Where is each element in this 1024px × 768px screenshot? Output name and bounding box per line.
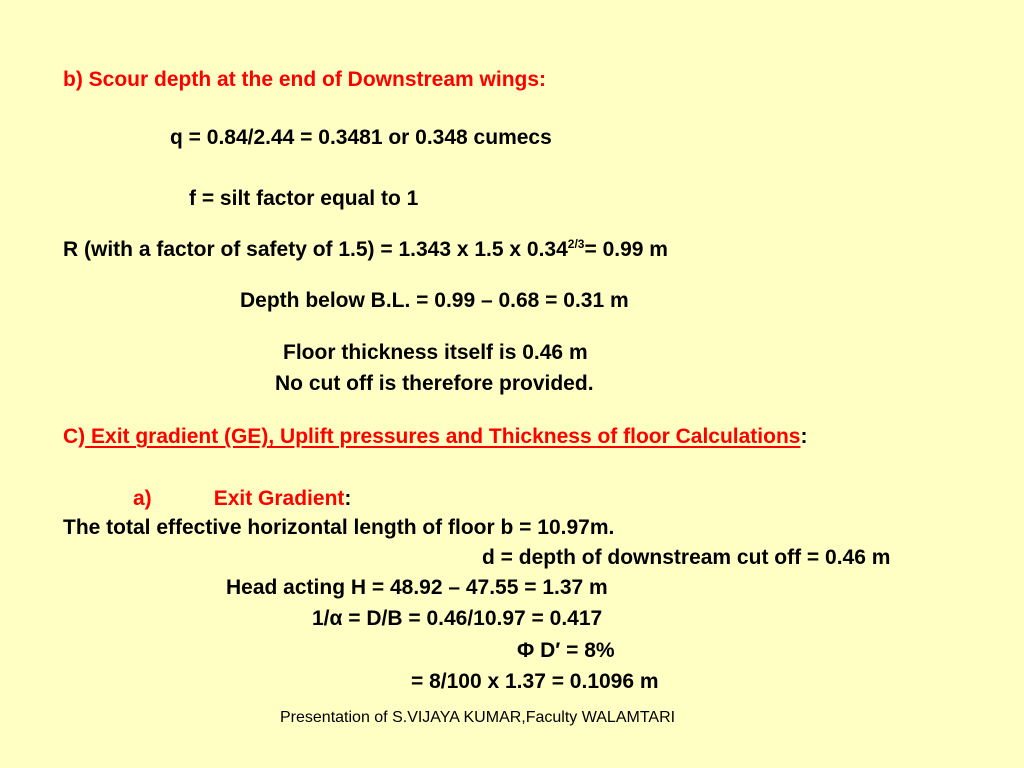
heading-scour-depth-colon: : — [539, 68, 547, 91]
alpha-line: 1/α = D/B = 0.46/10.97 = 0.417 — [312, 607, 603, 630]
r-equation-exponent: 2/3 — [567, 237, 585, 251]
no-cutoff-note: No cut off is therefore provided. — [275, 372, 594, 395]
r-equation-prefix: R (with a factor of safety of 1.5) = 1.343 x 1.5 x 0.34 — [63, 238, 568, 261]
floor-thickness-note: Floor thickness itself is 0.46 m — [283, 341, 588, 364]
result-line: = 8/100 x 1.37 = 0.1096 m — [411, 670, 659, 693]
heading-exit-gradient-prefix: C) — [63, 425, 86, 448]
head-acting-line: Head acting H = 48.92 – 47.55 = 1.37 m — [226, 576, 608, 599]
depth-below-bl: Depth below B.L. = 0.99 – 0.68 = 0.31 m — [240, 289, 629, 312]
subheading-title: Exit Gradient — [213, 487, 345, 510]
heading-scour-depth-text: b) Scour depth at the end of Downstream wings — [63, 68, 540, 91]
heading-exit-gradient — [63, 426, 807, 447]
floor-length-line: The total effective horizontal length of floor b = 10.97m. — [63, 516, 615, 539]
q-equation: q = 0.84/2.44 = 0.3481 or 0.348 cumecs — [170, 126, 552, 149]
subheading-label: a) — [133, 487, 152, 510]
subheading-exit-gradient — [133, 488, 351, 509]
heading-scour-depth — [63, 69, 546, 90]
r-equation-suffix: = 0.99 m — [584, 238, 668, 261]
subheading-colon: : — [344, 487, 352, 510]
footer-credit: Presentation of S.VIJAYA KUMAR,Faculty WALAMTARI — [280, 709, 676, 726]
cutoff-depth-line: d = depth of downstream cut off = 0.46 m — [482, 546, 891, 569]
heading-exit-gradient-title: Exit gradient (GE), Uplift pressures and Thickness of floor Calculations — [85, 425, 801, 448]
r-equation — [63, 239, 668, 260]
heading-exit-gradient-colon: : — [800, 425, 808, 448]
phi-line: Φ D′ = 8% — [517, 639, 615, 662]
f-silt-factor: f = silt factor equal to 1 — [189, 187, 419, 210]
